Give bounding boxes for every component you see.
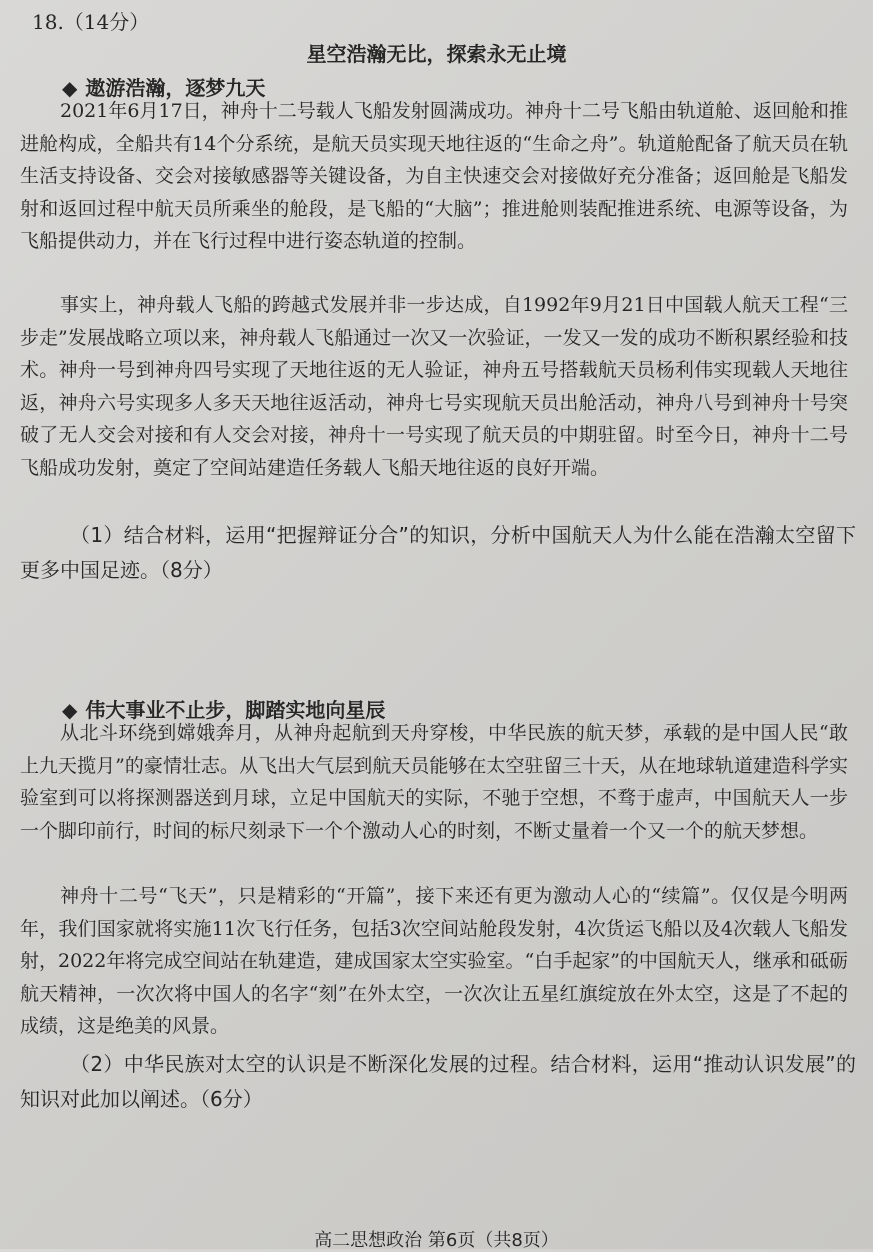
task-1: （1）结合材料，运用“把握辩证分合”的知识，分析中国航天人为什么能在浩瀚太空留下更多中国足迹。（8分） xyxy=(20,523,856,582)
material-paragraph: 神舟十二号“飞天”，只是精彩的“开篇”，接下来还有更为激动人心的“续篇”。仅仅是今明两年，我们国家就将实施11次飞行任务，包括3次空间站舱段发射，4次货运飞船以及4次载人飞船发射，2022年将完成空间站在轨建造，建成国家太空实验室。“白手起家”的中国航天人，继承和砥砺航天精神，一次次将中国人的名字“刻”在外太空，一次次让五星红旗绽放在外太空，这是了不起的成绩，这是绝美的风景。 xyxy=(20,885,848,1038)
question-number: 18.（14分） xyxy=(32,10,150,34)
diamond-bullet-icon: ◆ xyxy=(62,76,78,100)
section-heading-1-text: 遨游浩瀚，逐梦九天 xyxy=(85,76,266,100)
task-2: （2）中华民族对太空的认识是不断深化发展的过程。结合材料，运用“推动认识发展”的知识对此加以阐述。（6分） xyxy=(20,1052,856,1111)
question-title: 星空浩瀚无比，探索永无止境 xyxy=(306,42,567,66)
section-heading-2-text: 伟大事业不止步，脚踏实地向星辰 xyxy=(85,698,386,722)
material-paragraph: 从北斗环绕到嫦娥奔月，从神舟起航到天舟穿梭，中华民族的航天梦，承载的是中国人民“敢上九天揽月”的豪情壮志。从飞出大气层到航天员能够在太空驻留三十天，从在地球轨道建造科学实验室到可以将探测器送到月球，立足中国航天的实际，不驰于空想，不骛于虚声，中国航天人一步一个脚印前行，时间的标尺刻录下一个个激动人心的时刻，不断丈量着一个又一个的航天梦想。 xyxy=(20,722,848,842)
page-footer: 高二思想政治 第6页（共8页） xyxy=(314,1230,559,1251)
diamond-bullet-icon: ◆ xyxy=(62,698,78,722)
material-paragraph: 2021年6月17日，神舟十二号载人飞船发射圆满成功。神舟十二号飞船由轨道舱、返回舱和推进舱构成，全船共有14个分系统，是航天员实现天地往返的“生命之舟”。轨道舱配备了航天员在轨生活支持设备、交会对接敏感器等关键设备，为自主快速交会对接做好充分准备；返回舱是飞船发射和返回过程中航天员所乘坐的舱段，是飞船的“大脑”；推进舱则装配推进系统、电源等设备，为飞船提供动力，并在飞行过程中进行姿态轨道的控制。 xyxy=(20,100,848,253)
material-paragraph: 事实上，神舟载人飞船的跨越式发展并非一步达成，自1992年9月21日中国载人航天工程“三步走”发展战略立项以来，神舟载人飞船通过一次又一次验证，一发又一发的成功不断积累经验和技术。神舟一号到神舟四号实现了天地往返的无人验证，神舟五号搭载航天员杨利伟实现载人天地往返，神舟六号实现多人多天天地往返活动，神舟七号实现航天员出舱活动，神舟八号到神舟十号突破了无人交会对接和有人交会对接，神舟十一号实现了航天员的中期驻留。时至今日，神舟十二号飞船成功发射，奠定了空间站建造任务载人飞船天地往返的良好开端。 xyxy=(20,294,848,479)
